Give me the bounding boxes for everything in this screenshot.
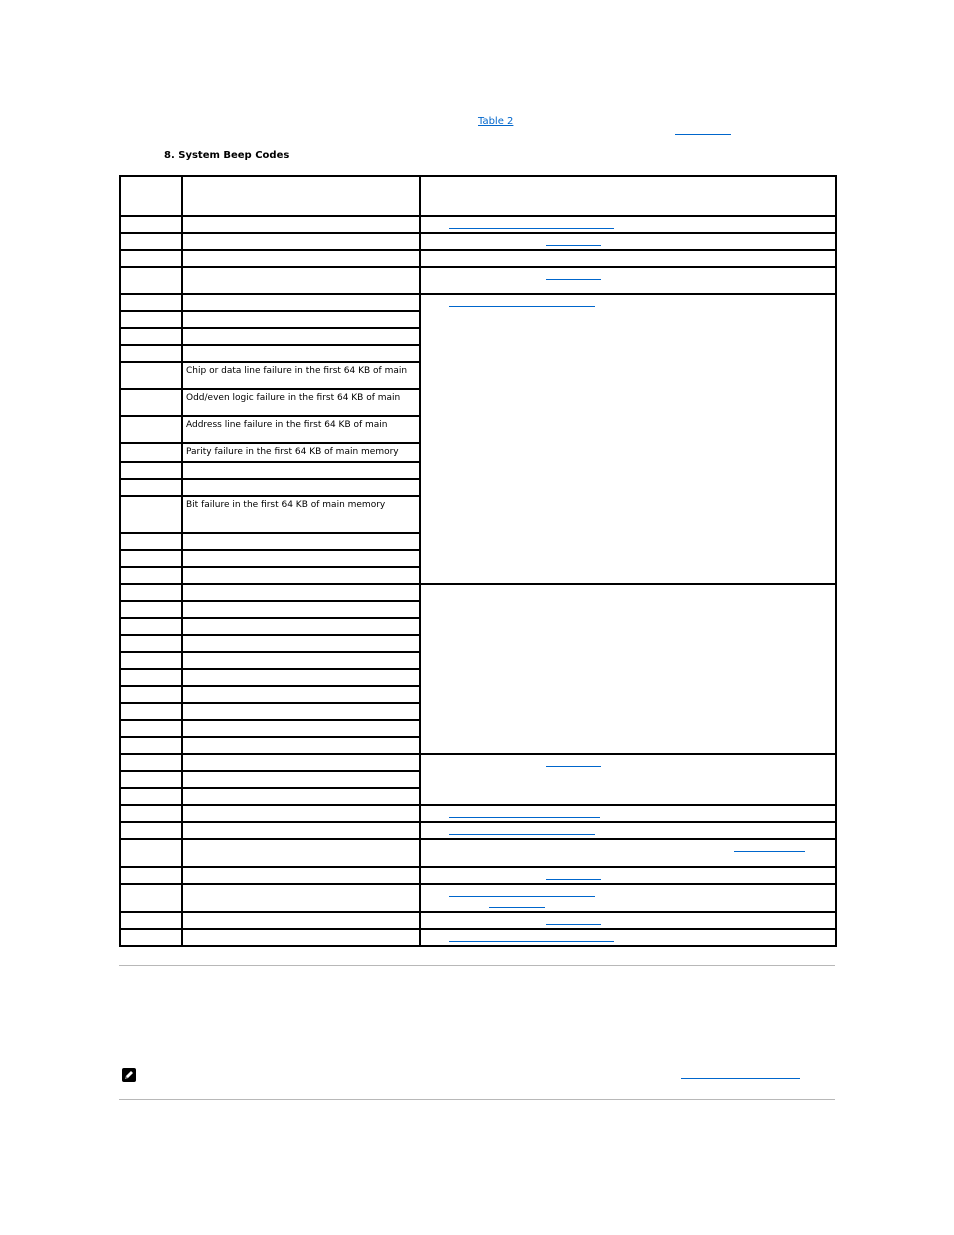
beep-code-cell	[120, 805, 182, 822]
corrective-action-link[interactable]	[449, 896, 595, 897]
table-caption: 8. System Beep Codes	[164, 150, 290, 161]
cause-cell	[182, 267, 420, 294]
cause-cell	[182, 176, 420, 216]
cause-cell	[182, 720, 420, 737]
cause-cell	[182, 929, 420, 946]
beep-code-cell	[120, 839, 182, 867]
corrective-action-cell	[420, 294, 836, 584]
table-row	[120, 176, 836, 216]
table-row	[120, 584, 836, 601]
beep-code-cell	[120, 443, 182, 462]
corrective-action-cell	[420, 176, 836, 216]
cause-cell: Bit failure in the first 64 KB of main memory	[182, 496, 420, 533]
beep-code-cell	[120, 618, 182, 635]
corrective-action-link[interactable]	[449, 817, 600, 818]
corrective-action-link[interactable]	[546, 879, 601, 880]
cause-cell	[182, 652, 420, 669]
table-row	[120, 912, 836, 929]
cause-cell	[182, 635, 420, 652]
beep-code-cell	[120, 479, 182, 496]
table-row	[120, 839, 836, 867]
table-row	[120, 652, 836, 669]
table-row	[120, 686, 836, 703]
beep-code-cell	[120, 216, 182, 233]
beep-code-cell	[120, 176, 182, 216]
cause-cell	[182, 216, 420, 233]
cause-cell	[182, 737, 420, 754]
cause-cell	[182, 788, 420, 805]
corrective-action-link[interactable]	[449, 228, 614, 229]
beep-code-cell	[120, 884, 182, 912]
note-pencil-icon	[122, 1068, 136, 1082]
cause-cell	[182, 703, 420, 720]
corrective-action-link[interactable]	[449, 834, 595, 835]
cause-cell: Chip or data line failure in the first 64 KB of main	[182, 362, 420, 389]
cause-cell	[182, 771, 420, 788]
table-row	[120, 929, 836, 946]
corrective-action-cell	[420, 805, 836, 822]
table-row	[120, 822, 836, 839]
cause-cell	[182, 550, 420, 567]
corrective-action-cell	[420, 884, 836, 912]
system-beep-codes-table	[119, 175, 837, 947]
beep-code-cell	[120, 267, 182, 294]
corrective-action-cell	[420, 250, 836, 267]
cause-cell	[182, 584, 420, 601]
cause-cell: Parity failure in the first 64 KB of main memory	[182, 443, 420, 462]
beep-code-cell	[120, 389, 182, 416]
cause-cell	[182, 345, 420, 362]
beep-code-cell	[120, 771, 182, 788]
table-row	[120, 618, 836, 635]
corrective-action-link[interactable]	[489, 907, 545, 908]
beep-code-cell	[120, 867, 182, 884]
table-row	[120, 635, 836, 652]
cause-cell	[182, 567, 420, 584]
cause-cell	[182, 233, 420, 250]
cause-cell	[182, 912, 420, 929]
beep-code-cell	[120, 345, 182, 362]
cause-cell	[182, 311, 420, 328]
corrective-action-cell	[420, 912, 836, 929]
beep-code-cell	[120, 416, 182, 443]
beep-code-cell	[120, 912, 182, 929]
beep-code-cell	[120, 496, 182, 533]
cause-cell	[182, 805, 420, 822]
beep-code-cell	[120, 822, 182, 839]
corrective-action-cell	[420, 233, 836, 250]
corrective-action-cell	[420, 867, 836, 884]
corrective-action-link[interactable]	[546, 924, 601, 925]
table-row	[120, 601, 836, 618]
table-row	[120, 294, 836, 311]
corrective-action-cell	[420, 929, 836, 946]
beep-code-cell	[120, 669, 182, 686]
cause-cell	[182, 686, 420, 703]
beep-code-cell	[120, 686, 182, 703]
table-row	[120, 669, 836, 686]
divider-top	[119, 965, 835, 966]
corrective-action-link[interactable]	[546, 766, 601, 767]
beep-code-cell	[120, 294, 182, 311]
divider-bottom	[119, 1099, 835, 1100]
beep-code-cell	[120, 754, 182, 771]
beep-code-cell	[120, 328, 182, 345]
beep-code-cell	[120, 311, 182, 328]
cause-cell	[182, 479, 420, 496]
cause-cell	[182, 839, 420, 867]
beep-code-cell	[120, 788, 182, 805]
cause-cell	[182, 884, 420, 912]
cause-cell	[182, 328, 420, 345]
cause-cell	[182, 462, 420, 479]
beep-code-cell	[120, 635, 182, 652]
cause-cell	[182, 250, 420, 267]
cause-cell	[182, 618, 420, 635]
table-row	[120, 250, 836, 267]
beep-code-cell	[120, 250, 182, 267]
corrective-action-link[interactable]	[546, 279, 601, 280]
corrective-action-cell	[420, 839, 836, 867]
table-row	[120, 720, 836, 737]
corrective-action-cell	[420, 754, 836, 805]
table-row	[120, 754, 836, 771]
beep-code-cell	[120, 929, 182, 946]
beep-code-cell	[120, 584, 182, 601]
table-row	[120, 233, 836, 250]
table-row	[120, 703, 836, 720]
reference-link-underline[interactable]	[675, 134, 731, 135]
cause-cell	[182, 533, 420, 550]
table-2-link[interactable]: Table 2	[478, 116, 514, 127]
cause-cell	[182, 867, 420, 884]
note-link-underline[interactable]	[681, 1078, 800, 1079]
beep-code-cell	[120, 550, 182, 567]
cause-cell: Address line failure in the first 64 KB of main	[182, 416, 420, 443]
beep-code-cell	[120, 533, 182, 550]
beep-code-cell	[120, 652, 182, 669]
corrective-action-link[interactable]	[449, 306, 595, 307]
cause-cell	[182, 601, 420, 618]
corrective-action-cell	[420, 822, 836, 839]
beep-code-cell	[120, 233, 182, 250]
corrective-action-link[interactable]	[546, 245, 601, 246]
table-row	[120, 267, 836, 294]
table-row	[120, 216, 836, 233]
cause-cell: Odd/even logic failure in the first 64 KB of main	[182, 389, 420, 416]
cause-cell	[182, 754, 420, 771]
corrective-action-cell	[420, 267, 836, 294]
table-row	[120, 884, 836, 912]
beep-code-cell	[120, 462, 182, 479]
table-row	[120, 867, 836, 884]
cause-cell	[182, 294, 420, 311]
beep-code-cell	[120, 601, 182, 618]
beep-code-cell	[120, 737, 182, 754]
table-row	[120, 737, 836, 754]
beep-code-cell	[120, 567, 182, 584]
cause-cell	[182, 822, 420, 839]
cause-cell	[182, 669, 420, 686]
table-row	[120, 805, 836, 822]
beep-code-cell	[120, 703, 182, 720]
beep-code-cell	[120, 720, 182, 737]
beep-code-cell	[120, 362, 182, 389]
corrective-action-cell	[420, 216, 836, 233]
corrective-action-link[interactable]	[449, 941, 614, 942]
corrective-action-link[interactable]	[734, 851, 805, 852]
table-body	[120, 176, 836, 946]
